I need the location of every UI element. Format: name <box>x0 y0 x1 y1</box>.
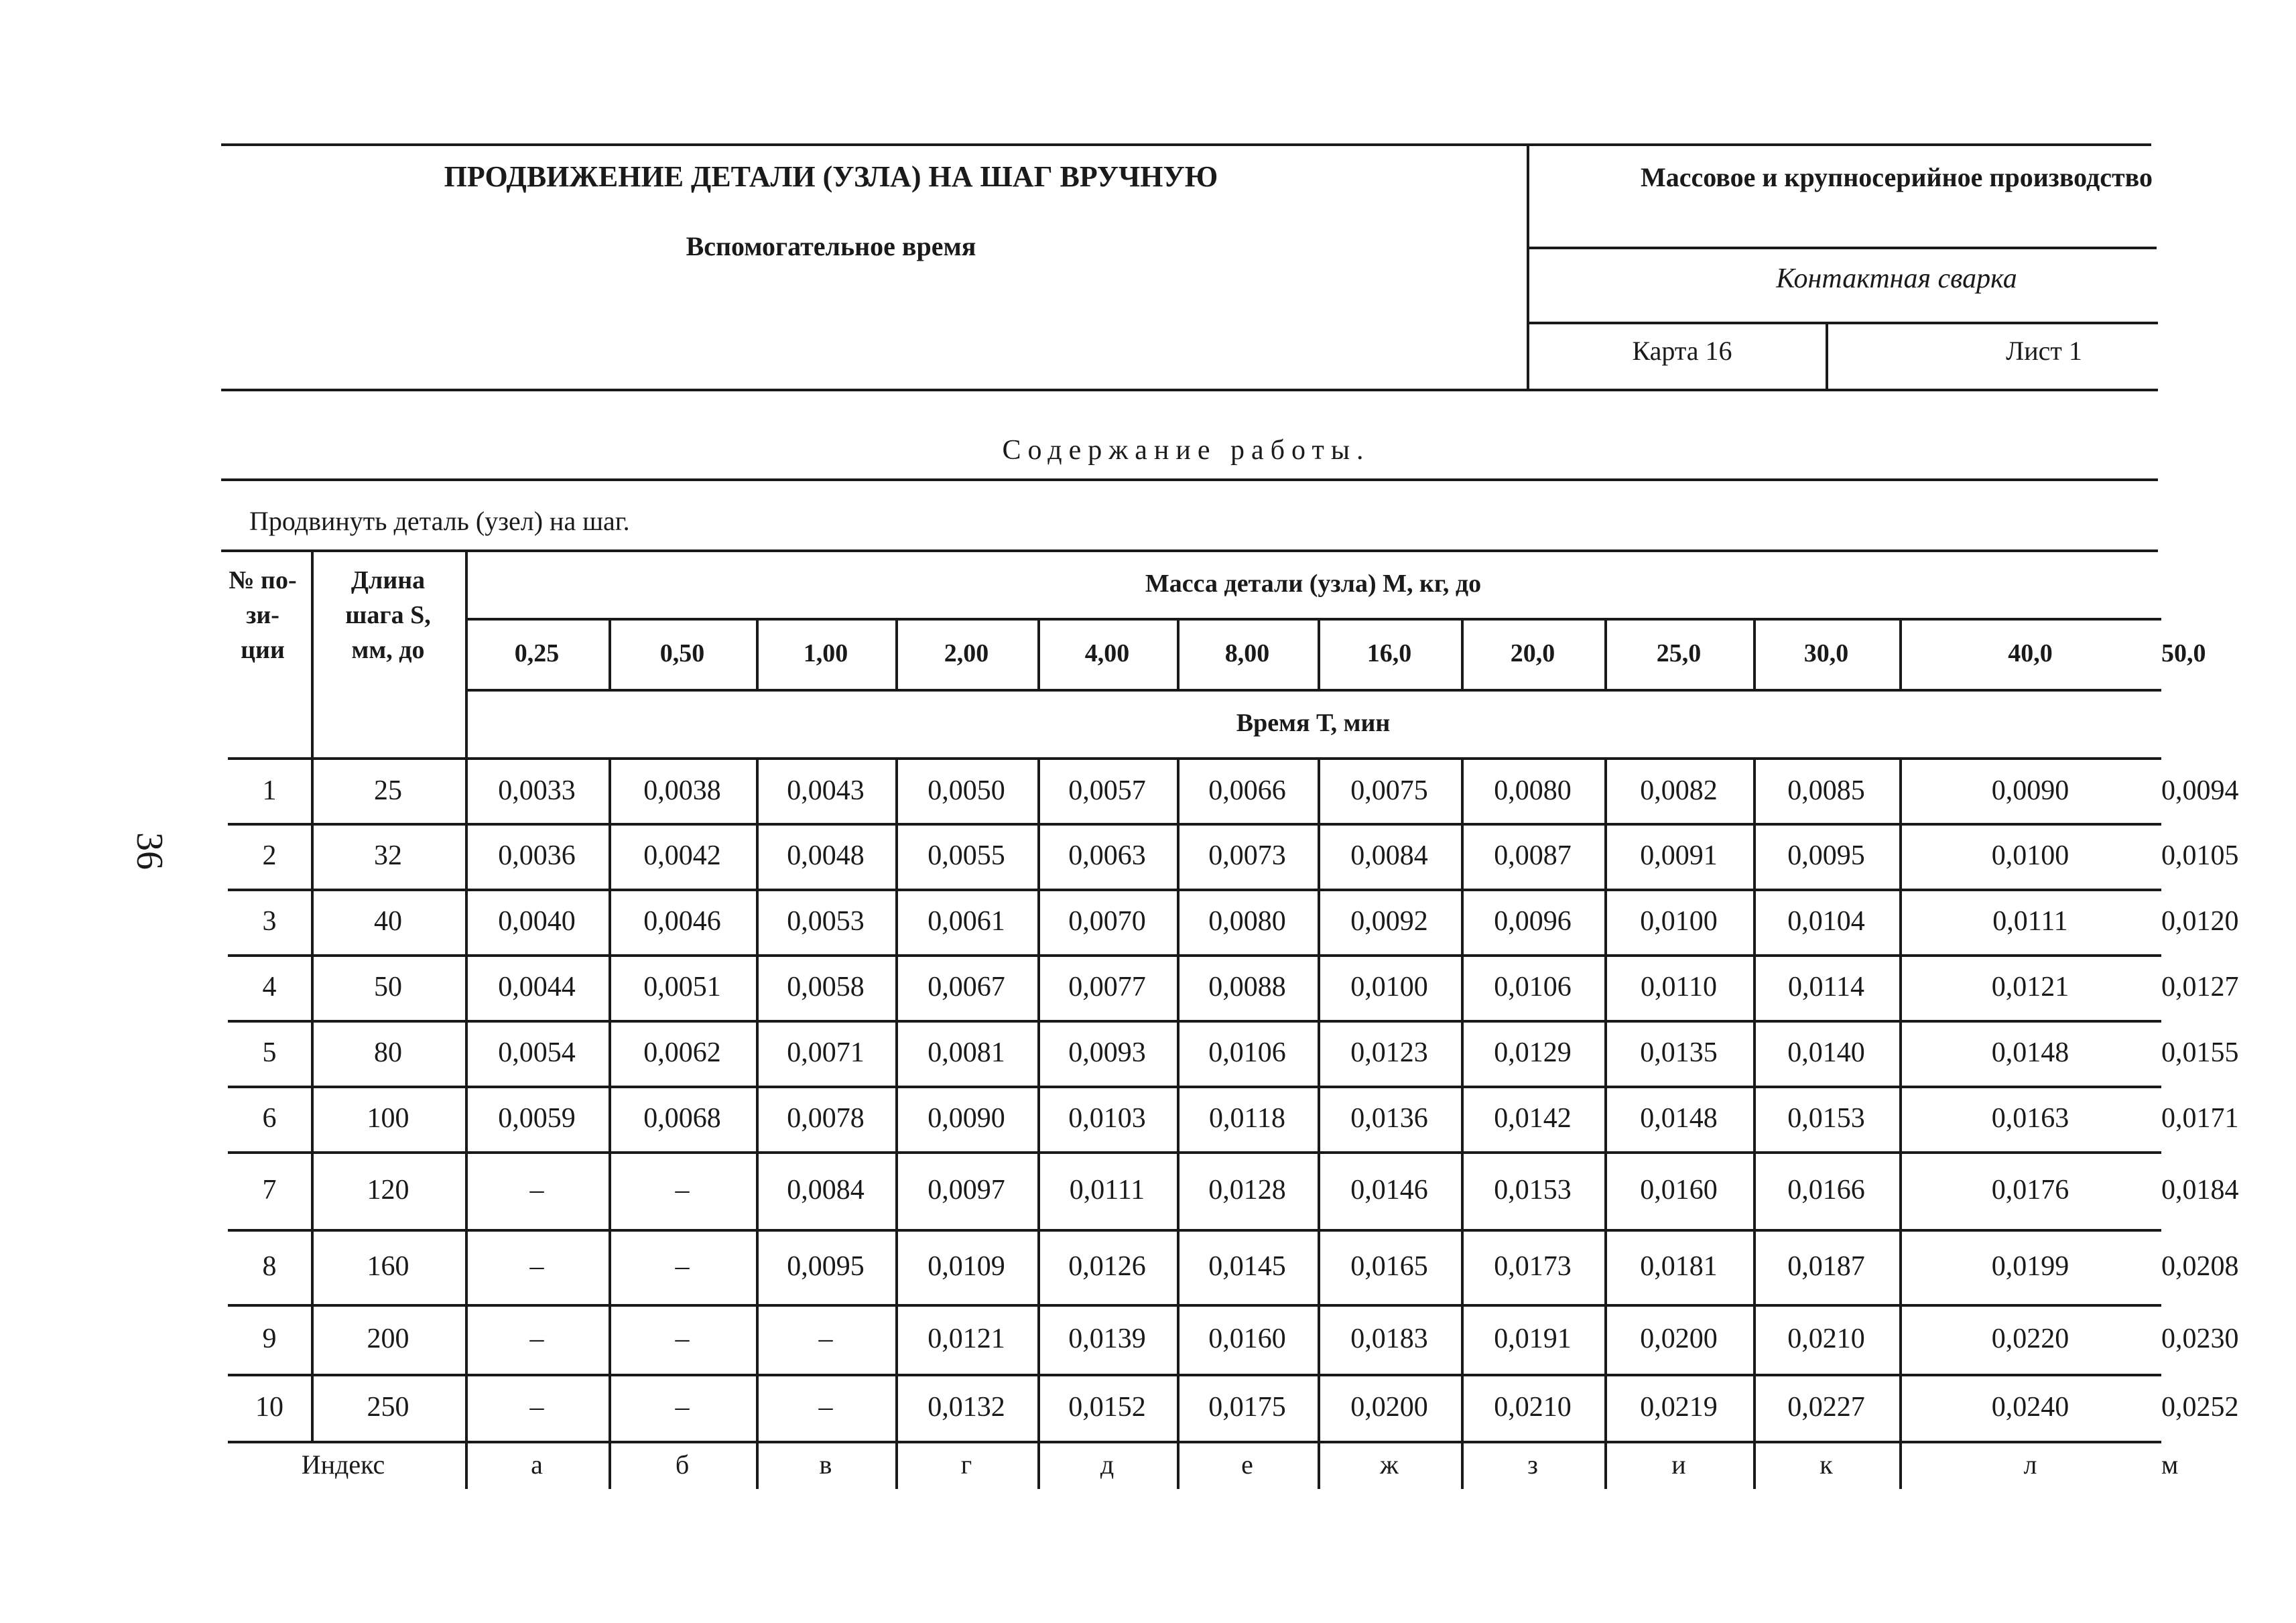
production-type: Массовое и крупносерийное производство <box>1641 162 2153 192</box>
time-value: 0,0200 <box>1640 1323 1718 1354</box>
time-value: 0,0175 <box>1208 1392 1286 1423</box>
page-number: 36 <box>129 832 170 870</box>
time-value: 0,0061 <box>928 906 1005 937</box>
position-number: 6 <box>262 1103 277 1134</box>
time-value: 0,0152 <box>1068 1392 1146 1423</box>
time-value: 0,0081 <box>928 1037 1005 1068</box>
time-value: 0,0090 <box>1991 775 2069 806</box>
time-value: 0,0096 <box>1494 906 1572 937</box>
time-value: – <box>529 1251 544 1282</box>
time-value: 0,0118 <box>1209 1103 1285 1134</box>
step-length: 250 <box>367 1392 409 1423</box>
time-value: 0,0100 <box>1640 906 1718 937</box>
time-value: 0,0139 <box>1068 1323 1146 1354</box>
time-value: 0,0106 <box>1208 1037 1286 1068</box>
mass-value: 0,25 <box>514 639 560 667</box>
time-value: – <box>675 1323 690 1354</box>
step-length: 25 <box>374 775 402 806</box>
step-header-line: мм, до <box>351 636 425 664</box>
time-value: 0,0191 <box>1494 1323 1572 1354</box>
time-value: 0,0106 <box>1494 972 1572 1002</box>
time-value: – <box>818 1323 833 1354</box>
time-value: 0,0048 <box>787 840 865 871</box>
time-value: 0,0033 <box>498 775 576 806</box>
mass-value: 50,0 <box>2161 639 2206 667</box>
step-length: 50 <box>374 972 402 1002</box>
work-content-heading: Содержание работы. <box>1002 435 1370 466</box>
time-value: 0,0073 <box>1208 840 1286 871</box>
time-value: 0,0136 <box>1350 1103 1428 1134</box>
sheet-number: Лист 1 <box>2006 336 2082 366</box>
index-label: Индекс <box>301 1449 385 1480</box>
time-value: – <box>529 1175 544 1206</box>
time-value: 0,0142 <box>1494 1103 1572 1134</box>
time-value: 0,0042 <box>643 840 721 871</box>
index-letter: д <box>1100 1449 1114 1480</box>
position-number: 2 <box>262 840 277 871</box>
time-value: 0,0046 <box>643 906 721 937</box>
time-value: 0,0105 <box>2161 840 2239 871</box>
document-subtitle: Вспомогательное время <box>686 231 976 261</box>
time-value: 0,0068 <box>643 1103 721 1134</box>
index-letter: и <box>1671 1449 1686 1480</box>
step-header-line: шага S, <box>345 601 431 629</box>
time-value: 0,0082 <box>1640 775 1718 806</box>
time-value: 0,0208 <box>2161 1251 2239 1282</box>
time-value: 0,0120 <box>2161 906 2239 937</box>
step-length: 40 <box>374 906 402 937</box>
position-number: 4 <box>262 972 277 1002</box>
time-value: 0,0163 <box>1991 1103 2069 1134</box>
time-value: 0,0121 <box>928 1323 1005 1354</box>
step-length: 80 <box>374 1037 402 1068</box>
index-letter: з <box>1527 1449 1538 1480</box>
mass-header: Масса детали (узла) М, кг, до <box>1145 570 1482 598</box>
time-value: 0,0160 <box>1640 1175 1718 1206</box>
time-value: 0,0199 <box>1991 1251 2069 1282</box>
mass-value: 4,00 <box>1084 639 1130 667</box>
time-value: 0,0160 <box>1208 1323 1286 1354</box>
time-value: 0,0145 <box>1208 1251 1286 1282</box>
time-value: 0,0155 <box>2161 1037 2239 1068</box>
time-value: 0,0059 <box>498 1103 576 1134</box>
time-value: 0,0093 <box>1068 1037 1146 1068</box>
mass-value: 25,0 <box>1656 639 1702 667</box>
index-letter: м <box>2161 1449 2179 1480</box>
time-value: 0,0066 <box>1208 775 1286 806</box>
time-value: 0,0187 <box>1787 1251 1865 1282</box>
mass-value: 30,0 <box>1803 639 1849 667</box>
time-value: 0,0126 <box>1068 1251 1146 1282</box>
time-value: 0,0109 <box>928 1251 1005 1282</box>
time-value: 0,0088 <box>1208 972 1286 1002</box>
position-number: 9 <box>262 1323 277 1354</box>
time-value: 0,0100 <box>1350 972 1428 1002</box>
step-length: 32 <box>374 840 402 871</box>
time-value: 0,0036 <box>498 840 576 871</box>
time-value: 0,0085 <box>1787 775 1865 806</box>
time-value: 0,0171 <box>2161 1103 2239 1134</box>
time-value: – <box>818 1392 833 1423</box>
time-value: – <box>529 1392 544 1423</box>
time-value: 0,0080 <box>1494 775 1572 806</box>
time-value: 0,0087 <box>1494 840 1572 871</box>
time-value: 0,0153 <box>1494 1175 1572 1206</box>
time-value: 0,0043 <box>787 775 865 806</box>
time-value: 0,0210 <box>1494 1392 1572 1423</box>
time-value: 0,0075 <box>1350 775 1428 806</box>
time-value: 0,0132 <box>928 1392 1005 1423</box>
time-value: 0,0183 <box>1350 1323 1428 1354</box>
step-length: 160 <box>367 1251 409 1282</box>
time-value: – <box>529 1323 544 1354</box>
step-length: 100 <box>367 1103 409 1134</box>
position-column-header <box>214 563 311 684</box>
time-value: 0,0173 <box>1494 1251 1572 1282</box>
time-value: 0,0176 <box>1991 1175 2069 1206</box>
work-content-text: Продвинуть деталь (узел) на шаг. <box>249 506 630 536</box>
time-value: 0,0110 <box>1641 972 1717 1002</box>
index-letter: к <box>1820 1449 1833 1480</box>
time-value: 0,0121 <box>1991 972 2069 1002</box>
time-value: 0,0058 <box>787 972 865 1002</box>
mass-value: 16,0 <box>1366 639 1412 667</box>
time-value: 0,0210 <box>1787 1323 1865 1354</box>
index-letter: е <box>1241 1449 1253 1480</box>
position-number: 5 <box>262 1037 277 1068</box>
process-type: Контактная сварка <box>1776 263 2017 294</box>
step-column-header <box>311 563 465 684</box>
position-number: 3 <box>262 906 277 937</box>
time-value: 0,0114 <box>1788 972 1864 1002</box>
time-value: 0,0091 <box>1640 840 1718 871</box>
time-value: 0,0104 <box>1787 906 1865 937</box>
time-value: 0,0165 <box>1350 1251 1428 1282</box>
card-number: Карта 16 <box>1632 336 1732 366</box>
time-value: 0,0067 <box>928 972 1005 1002</box>
time-value: 0,0128 <box>1208 1175 1286 1206</box>
time-value: 0,0077 <box>1068 972 1146 1002</box>
time-value: 0,0071 <box>787 1037 865 1068</box>
index-letter: в <box>819 1449 832 1480</box>
time-value: – <box>675 1175 690 1206</box>
position-header-line: зи- <box>246 601 279 629</box>
time-value: 0,0044 <box>498 972 576 1002</box>
time-value: 0,0055 <box>928 840 1005 871</box>
time-value: – <box>675 1251 690 1282</box>
time-value: 0,0038 <box>643 775 721 806</box>
index-letter: б <box>675 1449 690 1480</box>
time-value: 0,0111 <box>1069 1175 1145 1206</box>
time-value: 0,0227 <box>1787 1392 1865 1423</box>
time-value: 0,0148 <box>1991 1037 2069 1068</box>
time-value: 0,0129 <box>1494 1037 1572 1068</box>
time-value: 0,0146 <box>1350 1175 1428 1206</box>
mass-value: 8,00 <box>1224 639 1270 667</box>
time-value: 0,0103 <box>1068 1103 1146 1134</box>
time-value: 0,0100 <box>1991 840 2069 871</box>
time-value: 0,0050 <box>928 775 1005 806</box>
time-value: 0,0080 <box>1208 906 1286 937</box>
time-value: 0,0111 <box>1992 906 2068 937</box>
index-letter: ж <box>1380 1449 1399 1480</box>
time-value: 0,0181 <box>1640 1251 1718 1282</box>
time-value: 0,0040 <box>498 906 576 937</box>
time-value: 0,0184 <box>2161 1175 2239 1206</box>
time-value: 0,0140 <box>1787 1037 1865 1068</box>
time-value: 0,0084 <box>787 1175 865 1206</box>
time-value: 0,0090 <box>928 1103 1005 1134</box>
position-number: 8 <box>262 1251 277 1282</box>
time-value: 0,0054 <box>498 1037 576 1068</box>
position-number: 1 <box>262 775 277 806</box>
time-value: 0,0051 <box>643 972 721 1002</box>
step-header-line: Длина <box>350 566 426 594</box>
mass-value: 1,00 <box>803 639 848 667</box>
time-value: 0,0153 <box>1787 1103 1865 1134</box>
time-value: 0,0084 <box>1350 840 1428 871</box>
document-title: ПРОДВИЖЕНИЕ ДЕТАЛИ (УЗЛА) НА ШАГ ВРУЧНУЮ <box>444 160 1218 193</box>
time-value: 0,0094 <box>2161 775 2239 806</box>
time-value: 0,0078 <box>787 1103 865 1134</box>
index-letter: г <box>960 1449 972 1480</box>
time-value: 0,0240 <box>1991 1392 2069 1423</box>
mass-value: 0,50 <box>659 639 705 667</box>
position-header-line: ции <box>241 636 285 664</box>
time-value: 0,0220 <box>1991 1323 2069 1354</box>
time-value: 0,0148 <box>1640 1103 1718 1134</box>
time-value: 0,0135 <box>1640 1037 1718 1068</box>
time-value: 0,0123 <box>1350 1037 1428 1068</box>
time-value: 0,0062 <box>643 1037 721 1068</box>
time-value: 0,0057 <box>1068 775 1146 806</box>
time-value: 0,0166 <box>1787 1175 1865 1206</box>
step-length: 200 <box>367 1323 409 1354</box>
mass-value: 40,0 <box>2008 639 2053 667</box>
time-value: 0,0127 <box>2161 972 2239 1002</box>
position-header-line: № по- <box>229 566 297 594</box>
mass-value: 2,00 <box>944 639 989 667</box>
time-value: 0,0097 <box>928 1175 1005 1206</box>
mass-value: 20,0 <box>1510 639 1555 667</box>
time-value: 0,0092 <box>1350 906 1428 937</box>
time-value: 0,0095 <box>1787 840 1865 871</box>
time-value: 0,0200 <box>1350 1392 1428 1423</box>
time-value: 0,0095 <box>787 1251 865 1282</box>
time-value: – <box>675 1392 690 1423</box>
time-value: 0,0230 <box>2161 1323 2239 1354</box>
step-length: 120 <box>367 1175 409 1206</box>
index-letter: л <box>2023 1449 2037 1480</box>
time-header: Время Т, мин <box>1236 709 1391 737</box>
position-number: 10 <box>255 1392 283 1423</box>
time-value: 0,0219 <box>1640 1392 1718 1423</box>
position-number: 7 <box>262 1175 277 1206</box>
time-value: 0,0063 <box>1068 840 1146 871</box>
time-value: 0,0070 <box>1068 906 1146 937</box>
index-letter: а <box>531 1449 543 1480</box>
time-value: 0,0053 <box>787 906 865 937</box>
time-value: 0,0252 <box>2161 1392 2239 1423</box>
